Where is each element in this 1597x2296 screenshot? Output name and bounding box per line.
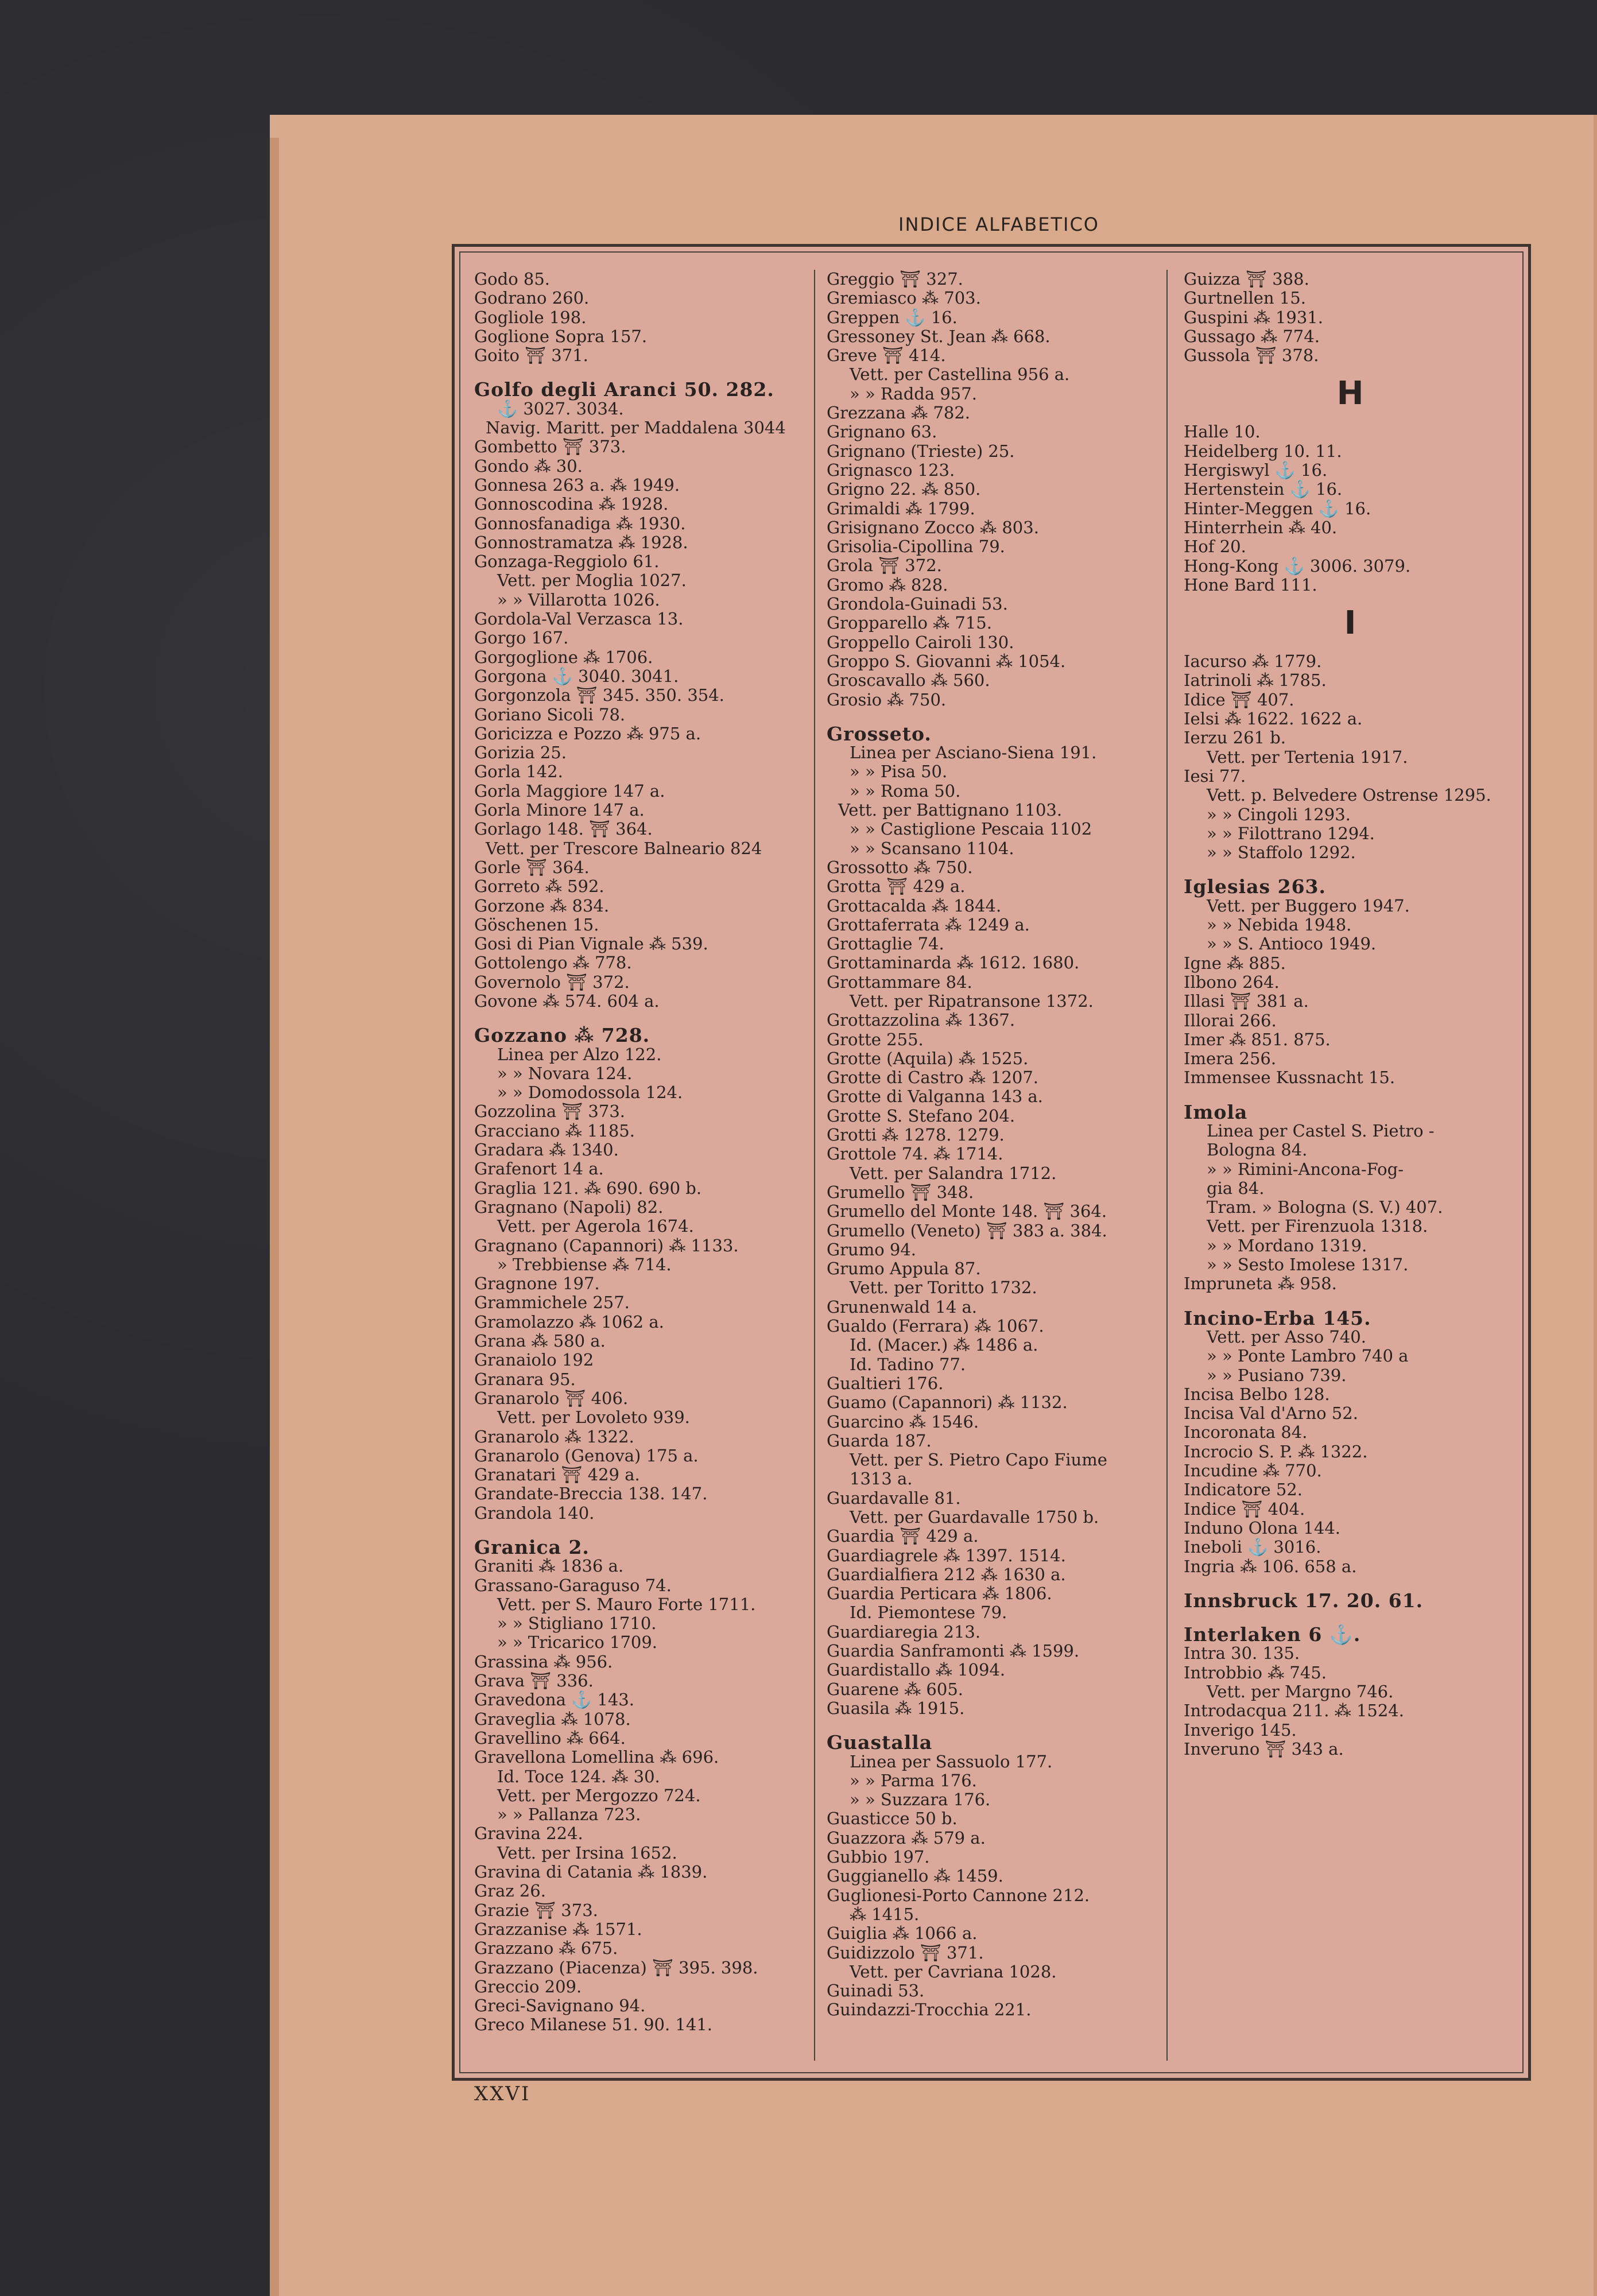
index-entry: Hergiswyl ⚓ 16.	[1184, 460, 1328, 480]
index-entry: Grunenwald 14 a.	[827, 1297, 978, 1317]
index-entry: » » Rimini-Ancona-Fog-	[1207, 1159, 1404, 1179]
index-entry: Inveruno ⛩ 343 a.	[1184, 1739, 1344, 1759]
index-entry: Grignasco 123.	[827, 460, 955, 480]
index-entry: Incisa Val d'Arno 52.	[1184, 1403, 1358, 1424]
index-entry: Hertenstein ⚓ 16.	[1184, 479, 1343, 499]
index-entry: Introdacqua 211. ⁂ 1524.	[1184, 1701, 1404, 1721]
index-entry: Ielsi ⁂ 1622. 1622 a.	[1184, 709, 1363, 729]
page-number: XXVI	[474, 2082, 531, 2105]
index-entry: Gonnoscodina ⁂ 1928.	[474, 494, 669, 514]
index-entry: Governolo ⛩ 372.	[474, 972, 630, 992]
index-entry: Gonnostramatza ⁂ 1928.	[474, 532, 688, 552]
index-entry: Guarda 187.	[827, 1430, 932, 1450]
index-entry: Grumello (Veneto) ⛩ 383 a. 384.	[827, 1220, 1107, 1240]
index-entry: » » Nebida 1948.	[1207, 915, 1352, 935]
index-entry: Gracciano ⁂ 1185.	[474, 1120, 635, 1141]
index-entry: Grossotto ⁂ 750.	[827, 857, 973, 877]
index-entry: Grotte S. Stefano 204.	[827, 1106, 1015, 1126]
index-entry: » » Roma 50.	[850, 781, 961, 801]
index-entry: Ingria ⁂ 106. 658 a.	[1184, 1556, 1357, 1576]
index-entry: Grottole 74. ⁂ 1714.	[827, 1144, 1003, 1164]
index-entry: Linea per Alzo 122.	[497, 1044, 662, 1064]
index-entry: Iesi 77.	[1184, 766, 1246, 786]
index-entry: Godo 85.	[474, 270, 550, 289]
index-entry: Grottacalda ⁂ 1844.	[827, 895, 1002, 916]
index-entry: Gozzolina ⛩ 373.	[474, 1102, 625, 1122]
index-entry: Greggio ⛩ 327.	[827, 270, 963, 289]
index-entry: Hinterrhein ⁂ 40.	[1184, 517, 1338, 537]
index-entry: Grottammare 84.	[827, 972, 972, 992]
index-heading: Guastalla	[827, 1731, 933, 1754]
index-entry: Gogliole 198.	[474, 307, 587, 327]
index-entry: » » Filottrano 1294.	[1207, 823, 1375, 843]
index-entry: Grisignano Zocco ⁂ 803.	[827, 517, 1039, 537]
index-entry: Grotti ⁂ 1278. 1279.	[827, 1125, 1005, 1145]
index-entry: Idice ⛩ 407.	[1184, 689, 1294, 709]
index-entry: Granaiolo 192	[474, 1350, 594, 1370]
index-entry: » » Pallanza 723.	[497, 1805, 641, 1825]
index-entry: Id. Toce 124. ⁂ 30.	[497, 1766, 660, 1786]
section-letter-h: H	[1336, 375, 1364, 413]
index-entry: Grignano 63.	[827, 422, 937, 442]
index-entry: » » Staffolo 1292.	[1207, 843, 1356, 863]
index-entry: Guardiagrele ⁂ 1397. 1514.	[827, 1545, 1066, 1565]
index-entry: Gonnesa 263 a. ⁂ 1949.	[474, 475, 680, 495]
index-entry: Indice ⛩ 404.	[1184, 1499, 1305, 1519]
index-entry: » » Novara 124.	[497, 1063, 633, 1083]
index-entry: 1313 a.	[850, 1469, 913, 1489]
page-edge	[270, 138, 279, 2296]
index-column-2	[827, 270, 1162, 2078]
spacer	[1184, 1088, 1517, 1103]
index-entry: Granarolo (Genova) 175 a.	[474, 1445, 699, 1465]
index-entry: Gorzone ⁂ 834.	[474, 895, 610, 916]
index-entry: Incudine ⁂ 770.	[1184, 1461, 1322, 1481]
index-entry: Ineboli ⚓ 3016.	[1184, 1537, 1321, 1557]
index-entry: Vett. per Ripatransone 1372.	[850, 991, 1094, 1011]
index-entry: Granarolo ⛩ 406.	[474, 1388, 629, 1408]
index-entry: Incisa Belbo 128.	[1184, 1384, 1330, 1404]
index-entry: Greccio 209.	[474, 1976, 582, 1996]
index-entry: Guazzora ⁂ 579 a.	[827, 1828, 986, 1848]
index-entry: Vett. per Cavriana 1028.	[850, 1961, 1057, 1981]
index-entry: Gressoney St. Jean ⁂ 668.	[827, 326, 1051, 346]
index-entry: Grottaferrata ⁂ 1249 a.	[827, 914, 1030, 934]
index-entry: Guasila ⁂ 1915.	[827, 1698, 965, 1718]
index-entry: Vett. per Asso 740.	[1207, 1327, 1366, 1347]
index-entry: Grandola 140.	[474, 1503, 595, 1523]
index-entry: » » Tricarico 1709.	[497, 1632, 658, 1653]
index-entry: Vett. per S. Mauro Forte 1711.	[497, 1594, 756, 1614]
index-entry: Halle 10.	[1184, 422, 1261, 442]
index-entry: Guardiaregia 213.	[827, 1622, 981, 1642]
index-entry: Grassano-Garaguso 74.	[474, 1575, 672, 1595]
index-entry: Igne ⁂ 885.	[1184, 953, 1286, 973]
index-entry: Grottaglie 74.	[827, 934, 944, 954]
index-entry: Grazie ⛩ 373.	[474, 1900, 598, 1920]
index-heading: Iglesias 263.	[1184, 875, 1326, 898]
index-entry: » » Villarotta 1026.	[497, 589, 660, 610]
index-entry: Greci-Savignano 94.	[474, 1996, 646, 2016]
index-entry: Linea per Castel S. Pietro -	[1207, 1120, 1435, 1141]
index-entry: Gurtnellen 15.	[1184, 288, 1306, 308]
index-entry: Indicatore 52.	[1184, 1480, 1303, 1500]
index-entry: Govone ⁂ 574. 604 a.	[474, 991, 660, 1011]
index-entry: Guardia Sanframonti ⁂ 1599.	[827, 1641, 1080, 1661]
index-entry: Vett. per Firenzuola 1318.	[1207, 1216, 1428, 1236]
index-entry: Gorla Minore 147 a.	[474, 800, 645, 820]
index-entry: Gromo ⁂ 828.	[827, 575, 948, 595]
index-entry: Vett. per Buggero 1947.	[1207, 895, 1410, 916]
index-entry: Vett. per Margno 746.	[1207, 1682, 1394, 1701]
index-entry: Hone Bard 111.	[1184, 575, 1317, 595]
index-entry: Guinadi 53.	[827, 1981, 925, 2001]
index-entry: Guglionesi-Porto Cannone 212.	[827, 1885, 1090, 1905]
index-entry: Grotte 255.	[827, 1029, 924, 1049]
index-entry: Grottaminarda ⁂ 1612. 1680.	[827, 953, 1080, 973]
index-heading: Gozzano ⁂ 728.	[474, 1024, 650, 1047]
index-entry: Gombetto ⛩ 373.	[474, 437, 626, 457]
index-entry: Gravina di Catania ⁂ 1839.	[474, 1862, 708, 1882]
index-entry: Goito ⛩ 371.	[474, 346, 588, 366]
index-entry: Gorizia 25.	[474, 743, 567, 763]
index-entry: Vett. per Mergozzo 724.	[497, 1785, 701, 1805]
index-entry: Guasticce 50 b.	[827, 1809, 958, 1829]
index-entry: Vett. per Agerola 1674.	[497, 1216, 694, 1236]
index-entry: Gorla 142.	[474, 762, 563, 782]
index-entry: Id. Tadino 77.	[850, 1354, 966, 1374]
index-entry: Vett. per Moglia 1027.	[497, 571, 687, 591]
index-entry: Gravellino ⁂ 664.	[474, 1728, 626, 1748]
page-header: INDICE ALFABETICO	[898, 214, 1099, 235]
index-entry: Induno Olona 144.	[1184, 1518, 1340, 1538]
index-entry: Grotta ⛩ 429 a.	[827, 876, 966, 897]
index-entry: Greppen ⚓ 16.	[827, 307, 958, 327]
index-entry: Groscavallo ⁂ 560.	[827, 670, 990, 691]
spacer	[827, 709, 1162, 724]
index-entry: Tram. » Bologna (S. V.) 407.	[1207, 1197, 1443, 1217]
index-entry: Id. (Macer.) ⁂ 1486 a.	[850, 1335, 1038, 1355]
index-entry: Intra 30. 135.	[1184, 1643, 1300, 1663]
index-entry: Guspini ⁂ 1931.	[1184, 307, 1323, 327]
index-entry: ⁂ 1415.	[850, 1904, 920, 1924]
index-entry: Gorgona ⚓ 3040. 3041.	[474, 666, 679, 686]
index-entry: Grazzano (Piacenza) ⛩ 395. 398.	[474, 1957, 758, 1977]
index-entry: Groppello Cairoli 130.	[827, 632, 1014, 652]
index-entry: Granatari ⛩ 429 a.	[474, 1465, 640, 1485]
index-entry: Graniti ⁂ 1836 a.	[474, 1556, 624, 1576]
index-entry: Gordola-Val Verzasca 13.	[474, 609, 684, 629]
index-entry: gia 84.	[1207, 1178, 1265, 1198]
index-entry: Grondola-Guinadi 53.	[827, 594, 1008, 614]
index-entry: Guardavalle 81.	[827, 1488, 961, 1508]
index-entry: Vett. per Trescore Balneario 824	[486, 838, 762, 858]
index-entry: Guardialfiera 212 ⁂ 1630 a.	[827, 1564, 1066, 1584]
index-entry: Grezzana ⁂ 782.	[827, 403, 971, 423]
index-entry: Incrocio S. P. ⁂ 1322.	[1184, 1441, 1368, 1461]
index-entry: Grigno 22. ⁂ 850.	[827, 479, 981, 499]
index-entry: Guardistallo ⁂ 1094.	[827, 1660, 1006, 1680]
index-entry: Godrano 260.	[474, 288, 590, 308]
index-entry: Navig. Maritt. per Maddalena 3044	[486, 418, 786, 438]
index-entry: Guiglia ⁂ 1066 a.	[827, 1923, 978, 1944]
index-entry: Vett. per Salandra 1712.	[850, 1163, 1057, 1183]
index-entry: Grimaldi ⁂ 1799.	[827, 498, 975, 518]
index-entry: » » Stigliano 1710.	[497, 1614, 657, 1634]
index-entry: Gussola ⛩ 378.	[1184, 346, 1319, 366]
index-entry: Guindazzi-Trocchia 221.	[827, 2000, 1032, 2020]
index-entry: Grazzanise ⁂ 1571.	[474, 1919, 642, 1939]
index-entry: Graglia 121. ⁂ 690. 690 b.	[474, 1178, 702, 1198]
index-entry: Grumo 94.	[827, 1239, 917, 1259]
index-entry: Gorgoglione ⁂ 1706.	[474, 647, 653, 667]
index-entry: Incoronata 84.	[1184, 1422, 1308, 1442]
index-entry: Heidelberg 10. 11.	[1184, 441, 1342, 461]
index-entry: Guamo (Capannori) ⁂ 1132.	[827, 1393, 1068, 1413]
index-entry: Grignano (Trieste) 25.	[827, 441, 1015, 461]
index-entry: Vett. per Irsina 1652.	[497, 1843, 677, 1863]
index-entry: Gondo ⁂ 30.	[474, 456, 583, 476]
index-entry: Gorlago 148. ⛩ 364.	[474, 819, 653, 839]
index-entry: Gragnano (Capannori) ⁂ 1133.	[474, 1235, 739, 1255]
index-heading: Innsbruck 17. 20. 61.	[1184, 1589, 1424, 1612]
index-entry: Grotte di Castro ⁂ 1207.	[827, 1068, 1039, 1088]
index-entry: Gramolazzo ⁂ 1062 a.	[474, 1312, 664, 1332]
index-entry: Linea per Asciano-Siena 191.	[850, 743, 1097, 763]
index-entry: Gorgo 167.	[474, 628, 569, 648]
index-column-1	[474, 270, 807, 2078]
index-entry: Göschenen 15.	[474, 914, 599, 934]
index-entry: Gussago ⁂ 774.	[1184, 326, 1320, 346]
index-entry: Grana ⁂ 580 a.	[474, 1331, 606, 1351]
index-entry: Gonzaga-Reggiolo 61.	[474, 552, 660, 572]
index-entry: Ierzu 261 b.	[1184, 728, 1286, 748]
index-entry: Gorla Maggiore 147 a.	[474, 781, 665, 801]
index-entry: » » Pusiano 739.	[1207, 1365, 1347, 1385]
index-entry: Gravina 224.	[474, 1824, 583, 1844]
index-entry: Vett. p. Belvedere Ostrense 1295.	[1207, 785, 1491, 805]
index-entry: Grumello ⛩ 348.	[827, 1182, 974, 1202]
index-heading: Golfo degli Aranci 50. 282.	[474, 378, 774, 401]
index-entry: » » Pisa 50.	[850, 762, 948, 782]
index-entry: » » Suzzara 176.	[850, 1790, 991, 1810]
index-heading: Imola	[1184, 1100, 1248, 1123]
index-entry: Grosio ⁂ 750.	[827, 689, 947, 709]
index-entry: Imera 256.	[1184, 1049, 1277, 1069]
index-entry: Hof 20.	[1184, 537, 1246, 557]
index-entry: Grotte (Aquila) ⁂ 1525.	[827, 1048, 1029, 1068]
index-entry: Grassina ⁂ 956.	[474, 1651, 613, 1671]
index-entry: Guggianello ⁂ 1459.	[827, 1866, 1003, 1886]
index-entry: Gorle ⛩ 364.	[474, 857, 590, 877]
index-entry: Iatrinoli ⁂ 1785.	[1184, 670, 1327, 691]
index-entry: Gorreto ⁂ 592.	[474, 876, 604, 897]
index-entry: Graveglia ⁂ 1078.	[474, 1709, 631, 1729]
index-entry: Grumo Appula 87.	[827, 1259, 981, 1279]
index-entry: Gubbio 197.	[827, 1847, 930, 1867]
index-heading: Incino-Erba 145.	[1184, 1306, 1371, 1329]
index-entry: Grandate-Breccia 138. 147.	[474, 1484, 708, 1504]
index-entry: Gremiasco ⁂ 703.	[827, 288, 981, 308]
section-letter-i: I	[1344, 604, 1356, 642]
column-divider	[814, 270, 815, 2061]
index-heading: Granica 2.	[474, 1536, 590, 1558]
index-entry: Guarene ⁂ 605.	[827, 1679, 964, 1699]
index-entry: Id. Piemontese 79.	[850, 1603, 1007, 1623]
index-entry: Greco Milanese 51. 90. 141.	[474, 2015, 712, 2035]
index-entry: Goricizza e Pozzo ⁂ 975 a.	[474, 723, 701, 743]
index-entry: » » Cingoli 1293.	[1207, 804, 1351, 824]
index-heading: Interlaken 6 ⚓.	[1184, 1623, 1361, 1646]
index-entry: Grava ⛩ 336.	[474, 1671, 594, 1691]
index-entry: Introbbio ⁂ 745.	[1184, 1662, 1327, 1682]
index-entry: Guarcino ⁂ 1546.	[827, 1411, 979, 1432]
index-entry: Illorai 266.	[1184, 1010, 1277, 1030]
column-divider	[1166, 270, 1168, 2061]
index-entry: ⚓ 3027. 3034.	[497, 398, 624, 418]
index-entry: Hinter-Meggen ⚓ 16.	[1184, 498, 1371, 518]
index-entry: Vett. per S. Pietro Capo Fiume	[850, 1450, 1107, 1470]
index-entry: Goglione Sopra 157.	[474, 326, 648, 346]
index-entry: Gravellona Lomellina ⁂ 696.	[474, 1747, 719, 1767]
index-entry: Gragnano (Napoli) 82.	[474, 1197, 664, 1217]
index-entry: Grisolia-Cipollina 79.	[827, 537, 1005, 557]
index-entry: Grotte di Valganna 143 a.	[827, 1087, 1043, 1107]
index-entry: Immensee Kussnacht 15.	[1184, 1068, 1396, 1088]
index-entry: » » Castiglione Pescaia 1102	[850, 819, 1092, 839]
index-entry: Grola ⛩ 372.	[827, 556, 942, 576]
index-column-3	[1184, 270, 1517, 2078]
index-entry: Gonnosfanadiga ⁂ 1930.	[474, 513, 686, 533]
index-heading: Grosseto.	[827, 722, 932, 745]
index-entry: » » S. Antioco 1949.	[1207, 934, 1377, 954]
index-entry: Greve ⛩ 414.	[827, 346, 946, 366]
index-entry: Impruneta ⁂ 958.	[1184, 1274, 1337, 1294]
index-entry: » Trebbiense ⁂ 714.	[497, 1254, 672, 1274]
index-entry: Vett. per Guardavalle 1750 b.	[850, 1507, 1099, 1527]
index-entry: Hong-Kong ⚓ 3006. 3079.	[1184, 556, 1411, 576]
index-entry: Vett. per Lovoleto 939.	[497, 1407, 690, 1428]
index-entry: Inverigo 145.	[1184, 1720, 1297, 1740]
index-entry: Guidizzolo ⛩ 371.	[827, 1942, 984, 1963]
index-entry: Grammichele 257.	[474, 1293, 630, 1313]
index-entry: Granarolo ⁂ 1322.	[474, 1426, 634, 1446]
spacer	[1184, 1294, 1517, 1309]
index-entry: Bologna 84.	[1207, 1140, 1308, 1160]
spacer	[1184, 1576, 1517, 1591]
index-entry: Groppo S. Giovanni ⁂ 1054.	[827, 651, 1066, 671]
index-entry: Grumello del Monte 148. ⛩ 364.	[827, 1201, 1107, 1221]
index-entry: Grazzano ⁂ 675.	[474, 1938, 618, 1958]
index-entry: Vett. per Battignano 1103.	[838, 800, 1063, 820]
index-entry: Linea per Sassuolo 177.	[850, 1751, 1053, 1771]
index-entry: Iacurso ⁂ 1779.	[1184, 651, 1322, 672]
index-entry: Grottazzolina ⁂ 1367.	[827, 1010, 1015, 1030]
index-entry: Goriano Sicoli 78.	[474, 704, 626, 724]
index-entry: Ilbono 264.	[1184, 972, 1280, 992]
index-entry: Granara 95.	[474, 1369, 576, 1389]
index-entry: Gorgonzola ⛩ 345. 350. 354.	[474, 685, 724, 705]
index-entry: » » Ponte Lambro 740 a	[1207, 1346, 1409, 1366]
index-entry: Guardia ⛩ 429 a.	[827, 1526, 979, 1546]
index-entry: Gosi di Pian Vignale ⁂ 539.	[474, 934, 708, 954]
index-entry: Vett. per Toritto 1732.	[850, 1278, 1037, 1298]
index-entry: Imer ⁂ 851. 875.	[1184, 1029, 1331, 1049]
index-entry: Gottolengo ⁂ 778.	[474, 953, 632, 973]
index-entry: Gropparello ⁂ 715.	[827, 613, 992, 633]
index-entry: Vett. per Tertenia 1917.	[1207, 747, 1408, 767]
index-entry: » » Domodossola 124.	[497, 1083, 683, 1103]
index-entry: » » Radda 957.	[850, 383, 977, 404]
index-entry: » » Mordano 1319.	[1207, 1235, 1367, 1255]
index-entry: » » Parma 176.	[850, 1770, 977, 1790]
index-entry: Gravedona ⚓ 143.	[474, 1690, 634, 1710]
index-entry: Graz 26.	[474, 1881, 546, 1901]
index-entry: Gualdo (Ferrara) ⁂ 1067.	[827, 1316, 1044, 1336]
index-entry: » » Scansano 1104.	[850, 838, 1014, 858]
index-entry: Gradara ⁂ 1340.	[474, 1140, 619, 1160]
index-entry: Guizza ⛩ 388.	[1184, 270, 1309, 289]
index-entry: Guardia Perticara ⁂ 1806.	[827, 1584, 1052, 1604]
index-entry: Grafenort 14 a.	[474, 1159, 604, 1179]
index-entry: Gragnone 197.	[474, 1274, 600, 1294]
index-entry: Gualtieri 176.	[827, 1373, 944, 1393]
index-entry: Illasi ⛩ 381 a.	[1184, 991, 1309, 1011]
index-entry: » » Sesto Imolese 1317.	[1207, 1255, 1409, 1275]
index-entry: Vett. per Castellina 956 a.	[850, 364, 1070, 385]
